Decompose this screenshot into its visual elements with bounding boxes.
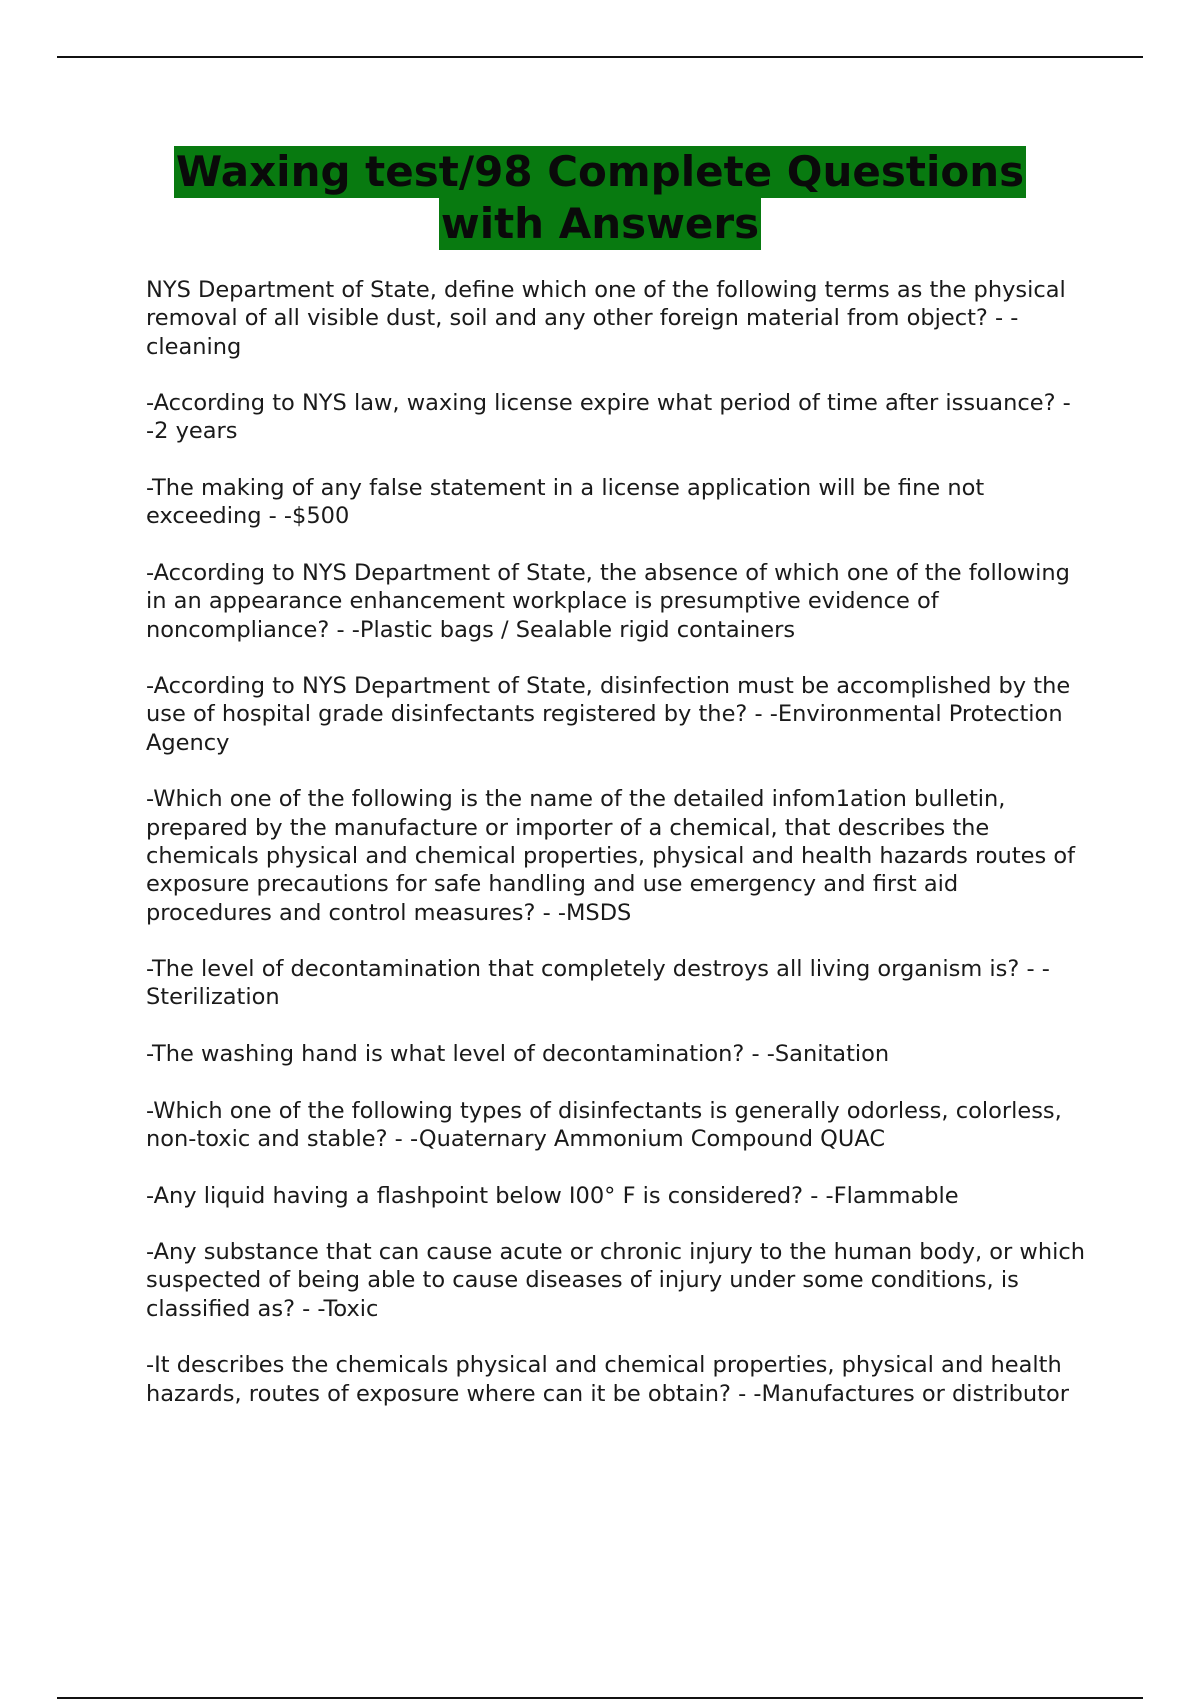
qa-item: -Which one of the following is the name of the detailed infom1ation bulletin, prepared by the manufacture or importer of a chemical, that describes the chemicals physical and chemical properties, physical and health hazards routes of exposure precautions for safe handling and use emergency and first aid procedures and control measures? - -MSDS — [146, 786, 1076, 926]
document-title — [100, 146, 1100, 250]
qa-item: -Which one of the following types of disinfectants is generally odorless, colorless, non-toxic and stable? - -Quaternary Ammonium Compound QUAC — [146, 1097, 1062, 1152]
qa-item: -According to NYS Department of State, disinfection must be accomplished by the use of hospital grade disinfectants registered by the? - -Environmental Protection Agency — [146, 673, 1071, 756]
qa-item: -Any liquid having a flashpoint below I00° F is considered? - -Flammable — [146, 1182, 959, 1209]
qa-list — [146, 276, 1086, 1436]
qa-item: -According to NYS law, waxing license expire what period of time after issuance? - -2 years — [146, 390, 1071, 445]
qa-item: -According to NYS Department of State, the absence of which one of the following in an appearance enhancement workplace is presumptive evidence of noncompliance? - -Plastic bags / Sealable rigid containers — [146, 559, 1070, 643]
top-rule — [57, 56, 1143, 58]
bottom-rule — [57, 1697, 1143, 1699]
qa-item: NYS Department of State, define which one of the following terms as the physical removal of all visible dust, soil and any other foreign material from object? - -cleaning — [146, 277, 1066, 360]
qa-item: -The level of decontamination that completely destroys all living organism is? - -Sterilization — [146, 956, 1050, 1011]
title-line-1: Waxing test/98 Complete Questions — [175, 147, 1025, 196]
qa-item: -The making of any false statement in a license application will be fine not exceeding - -$500 — [146, 475, 985, 530]
qa-item: -It describes the chemicals physical and chemical properties, physical and health hazards, routes of exposure where can it be obtain? - -Manufactures or distributor — [146, 1352, 1069, 1407]
title-line-2: with Answers — [440, 199, 760, 248]
qa-item: -Any substance that can cause acute or chronic injury to the human body, or which suspected of being able to cause diseases of injury under some conditions, is classified as? - -Toxic — [146, 1239, 1085, 1322]
qa-item: -The washing hand is what level of decontamination? - -Sanitation — [146, 1041, 890, 1068]
